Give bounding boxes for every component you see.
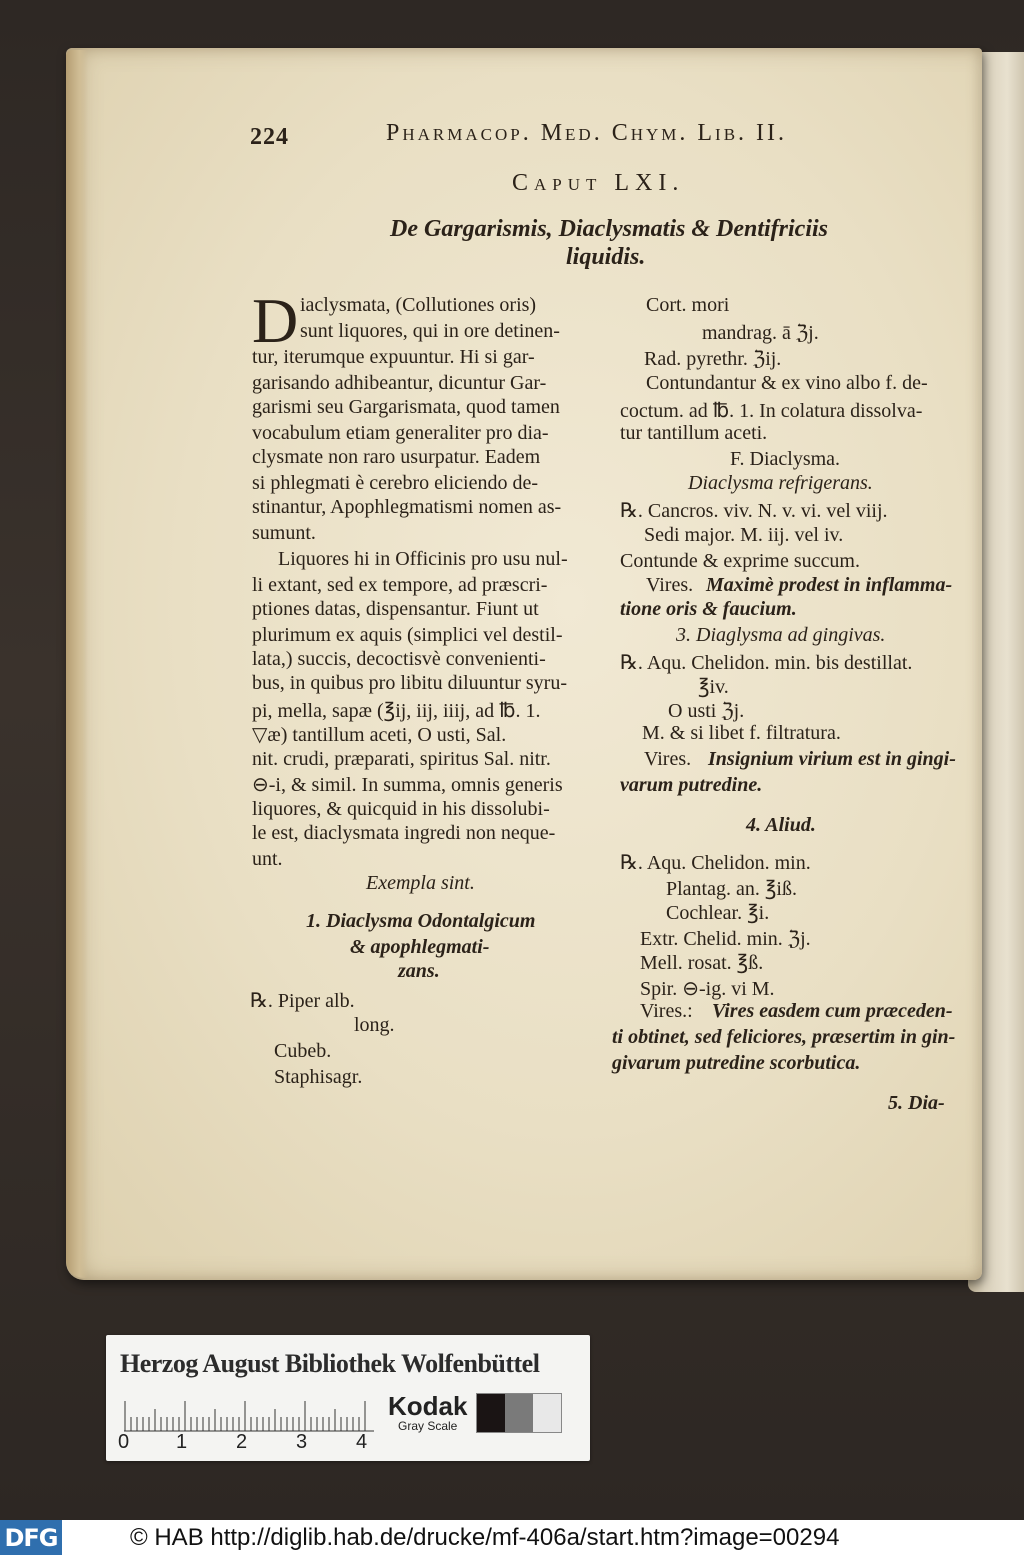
library-name: Herzog August Bibliothek Wolfenbüttel: [120, 1349, 540, 1378]
leftcol-line: unt.: [252, 848, 283, 870]
righttop-line: Rad. pyrethr. ℨij.: [644, 348, 782, 370]
chapter-heading: Caput LXI.: [512, 170, 685, 196]
leftcol-line: Liquores hi in Officinis pro usu nul-: [278, 548, 568, 570]
leftcol-line: nit. crudi, præparati, spiritus Sal. nitr.: [252, 748, 551, 770]
righttop-line: Contundantur & ex vino albo f. de-: [646, 372, 928, 394]
recipe2-line: Sedi major. M. iij. vel iv.: [644, 524, 844, 546]
recipe1-title: 1. Diaclysma Odontalgicum: [306, 910, 536, 932]
recipe4-line: ℞. Aqu. Chelidon. min.: [620, 852, 811, 874]
recipe1-title-end: zans.: [398, 960, 440, 982]
leftcol-line: sunt liquores, qui in ore detinen-: [300, 320, 560, 342]
recipe3-title: 3. Diaglysma ad gingivas.: [676, 624, 886, 646]
leftcol-line: stinantur, Apophlegmatismi nomen as-: [252, 496, 562, 518]
leftcol-line: clysmate non raro usurpatur. Eadem: [252, 446, 541, 468]
vires2-label: Vires.: [644, 748, 692, 770]
ruler-number-1: 1: [176, 1431, 188, 1453]
vires2-text-cont: varum putredine.: [620, 774, 763, 796]
recipe4-line: Extr. Chelid. min. ℨj.: [640, 928, 811, 950]
ruler-scale: [124, 1397, 374, 1433]
recipe3-line: M. & si libet f. filtratura.: [642, 722, 841, 744]
gray-swatches: [476, 1393, 562, 1433]
vires3-label: Vires.:: [640, 1000, 693, 1022]
leftcol-line: iaclysmata, (Collutiones oris): [300, 294, 537, 316]
recipe4-line: Mell. rosat. ℥ß.: [640, 952, 764, 974]
recipe2-line: Contunde & exprime succum.: [620, 550, 860, 572]
chapter-subtitle-line1: De Gargarismis, Diaclysmatis & Dentifriciis: [390, 216, 828, 242]
leftcol-line: si phlegmati è cerebro eliciendo de-: [252, 472, 538, 494]
vires3-text-cont: ti obtinet, sed feliciores, præsertim in gin-: [612, 1026, 956, 1048]
footer-bar: [0, 1520, 1024, 1555]
library-color-card: [106, 1335, 590, 1461]
leftcol-line: garismi seu Gargarismata, quod tamen: [252, 396, 560, 418]
vires1-text: Maximè prodest in inflamma-: [706, 574, 953, 596]
leftcol-line: tur, iterumque expuuntur. Hi si gar-: [252, 346, 535, 368]
ruler-number-3: 3: [296, 1431, 308, 1453]
gray-scale-label: Gray Scale: [398, 1419, 458, 1433]
recipe3-line: O usti ℨj.: [668, 700, 745, 722]
recipe2-title: Diaclysma refrigerans.: [688, 472, 873, 494]
righttop-line: tur tantillum aceti.: [620, 422, 768, 444]
righttop-line: Cort. mori: [646, 294, 730, 316]
leftcol-line: garisando adhibeantur, dicuntur Gar-: [252, 372, 547, 394]
recipe4-line: Spir. ⊖-ig. vi M.: [640, 978, 775, 1000]
leftcol-line: vocabulum etiam generaliter pro dia-: [252, 422, 549, 444]
leftcol-line: bus, in quibus pro libitu diluuntur syru-: [252, 672, 567, 694]
page-gutter-shadow: [66, 50, 88, 1278]
leftcol-line: lata,) succis, decoctisvè convenienti-: [252, 648, 546, 670]
ruler-numbers: [118, 1431, 378, 1457]
leftcol-line: sumunt.: [252, 522, 316, 544]
vires3-text-end: givarum putredine scorbutica.: [612, 1052, 861, 1074]
recipe3-line: ℥iv.: [698, 676, 729, 698]
recipe1-title-cont: & apophlegmati-: [350, 936, 490, 958]
copyright-url: © HAB http://diglib.hab.de/drucke/mf-406a/start.htm?image=00294: [130, 1524, 840, 1551]
swatch-white: [533, 1394, 561, 1432]
recipe4-line: Plantag. an. ℥iß.: [666, 878, 797, 900]
recipe2-line: ℞. Cancros. viv. N. v. vi. vel viij.: [620, 500, 888, 522]
recipe1-line: ℞. Piper alb.: [250, 990, 355, 1012]
catchword: 5. Dia-: [888, 1092, 945, 1114]
ruler-number-4: 4: [356, 1431, 368, 1453]
chapter-subtitle-line2: liquidis.: [566, 244, 646, 270]
ruler-number-0: 0: [118, 1431, 130, 1453]
drop-capital: D: [252, 285, 299, 356]
leftcol-line: ptiones datas, dispensantur. Fiunt ut: [252, 598, 539, 620]
leftcol-line: ⊖-i, & simil. In summa, omnis generis: [252, 774, 563, 796]
leftcol-line: le est, diaclysmata ingredi non neque-: [252, 822, 556, 844]
leftcol-line: liquores, & quicquid in his dissolubi-: [252, 798, 550, 820]
folio-number: 224: [250, 124, 289, 150]
ruler-number-2: 2: [236, 1431, 248, 1453]
leftcol-line: plurimum ex aquis (simplici vel destil-: [252, 624, 563, 646]
recipe3-line: ℞. Aqu. Chelidon. min. bis destillat.: [620, 652, 913, 674]
vires1-label: Vires.: [646, 574, 694, 596]
leftcol-line: li extant, sed ex tempore, ad præscri-: [252, 574, 548, 596]
dfg-logo: DFG: [0, 1520, 62, 1555]
recipe4-line: Cochlear. ℥i.: [666, 902, 770, 924]
leftcol-line: ▽æ) tantillum aceti, O usti, Sal.: [252, 724, 507, 746]
recipe4-title: 4. Aliud.: [746, 814, 816, 836]
righttop-line: F. Diaclysma.: [730, 448, 841, 470]
recipe1-line: Cubeb.: [274, 1040, 332, 1062]
swatch-black: [477, 1394, 505, 1432]
exempla-heading: Exempla sint.: [366, 872, 475, 894]
swatch-gray: [505, 1394, 533, 1432]
righttop-line: mandrag. ā ℨj.: [702, 322, 819, 344]
vires3-text: Vires easdem cum præceden-: [712, 1000, 953, 1022]
recipe1-line: Staphisagr.: [274, 1066, 363, 1088]
leftcol-line: pi, mella, sapæ (℥ij, iij, iiij, ad ℔. 1.: [252, 700, 541, 722]
recipe1-line: long.: [354, 1014, 395, 1036]
kodak-logo: Kodak: [388, 1391, 468, 1421]
running-head: Pharmacop. Med. Chym. Lib. II.: [386, 120, 788, 146]
righttop-line: coctum. ad ℔. 1. In colatura dissolva-: [620, 400, 923, 422]
vires1-text-cont: tione oris & faucium.: [620, 598, 797, 620]
vires2-text: Insignium virium est in gingi-: [708, 748, 956, 770]
